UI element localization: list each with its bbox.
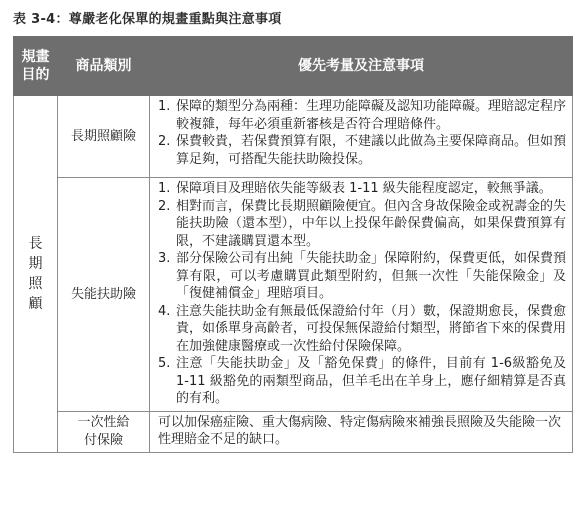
table-caption: 表 3-4：尊嚴老化保單的規畫重點與注意事項 (13, 12, 282, 27)
product-cell: 失能扶助險 (58, 178, 150, 412)
list-item: 5. 注意「失能扶助金」及「豁免保費」的條件，目前有 1-6級豁免及 1-11 級豁免的兩類型商品，但羊毛出在羊身上，應仔細精算是否真的有利。 (158, 356, 566, 406)
header-purpose: 規畫目的 (14, 37, 58, 96)
list-item: 1. 保障項目及理賠依失能等級表 1-11 級失能程度認定，較無爭議。 (158, 181, 552, 196)
list-item: 2. 相對而言，保費比長期照顧險便宜。但內含身故保險金或祝壽金的失能扶助險（還本型），中年以上投保年齡保費偏高，如果保費預算有限，不建議購買還本型。 (158, 198, 567, 249)
header-product: 商品類別 (58, 37, 150, 96)
list-item: 4. 注意失能扶助金有無最低保證給付年（月）數，保證期愈長，保費愈貴，如係單身高齡者，可投保無保證給付類型，將節省下來的保費用在加強健康醫療或一次性給付保險保障。 (158, 303, 567, 354)
notes-cell (150, 178, 573, 412)
list-item: 3. 部分保險公司有出純「失能扶助金」保障附約，保費更低，如保費預算有限，可以考慮購買此類型附約，但無一次性「失能保險金」及「復健補償金」理賠項目。 (158, 251, 567, 301)
insurance-planning-table (13, 36, 573, 453)
notes-cell (150, 96, 573, 178)
list-item: 1. 保障的類型分為兩種：生理功能障礙及認知功能障礙。理賠認定程序較複雜，每年必須重新審核是否符合理賠條件。 (158, 99, 567, 132)
product-cell: 一次性給付保險 (58, 411, 150, 452)
product-cell: 長期照顧險 (58, 96, 150, 178)
notes-cell: 可以加保癌症險、重大傷病險、特定傷病險來補強長照險及失能險一次性理賠金不足的缺口。 (150, 411, 573, 452)
table-row (14, 96, 573, 178)
table-row (14, 411, 573, 452)
purpose-cell: 長期照顧 (14, 96, 58, 453)
table-row (14, 178, 573, 412)
header-notes: 優先考量及注意事項 (150, 37, 573, 96)
list-item: 2. 保費較貴，若保費預算有限，不建議以此做為主要保障商品。但如預算足夠，可搭配失能扶助險投保。 (158, 134, 567, 167)
